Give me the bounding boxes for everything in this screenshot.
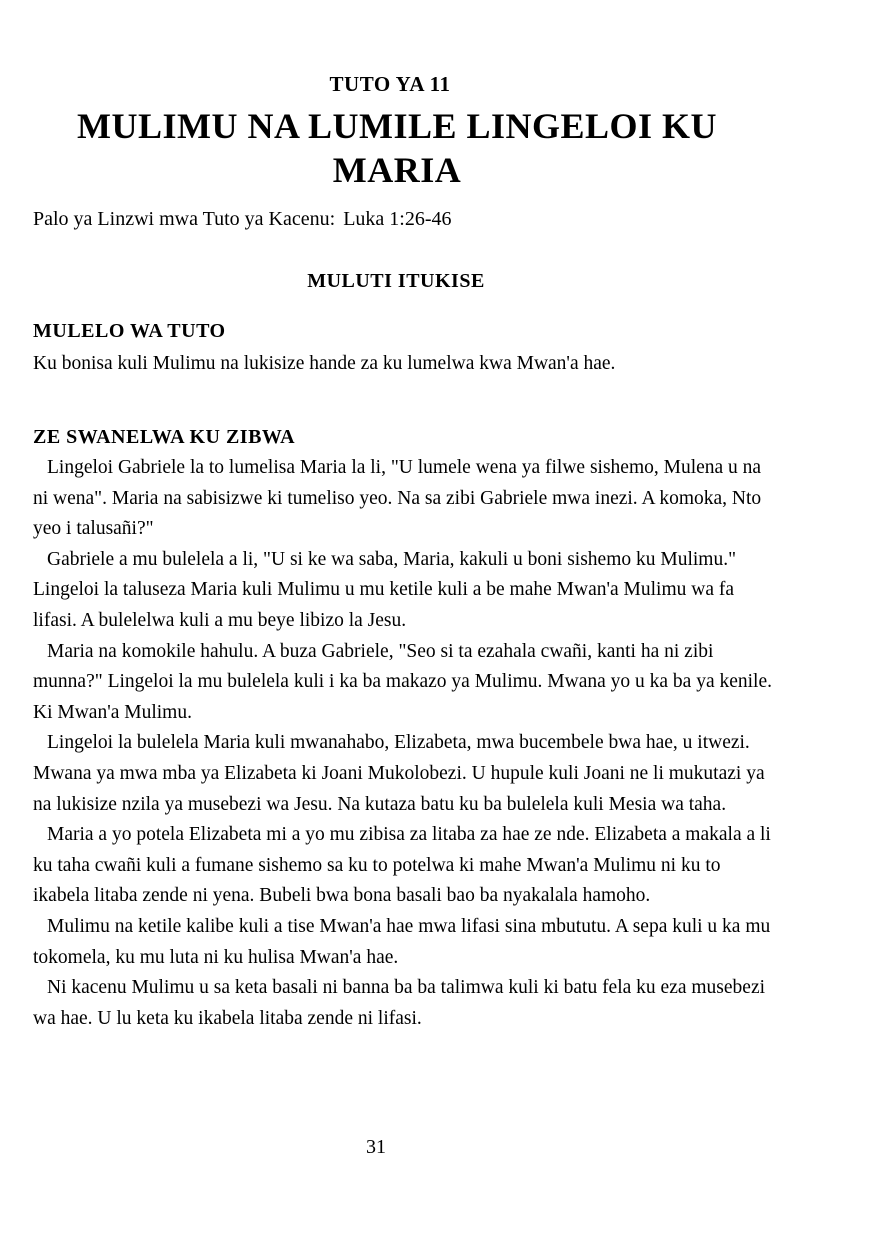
story-paragraph: Maria a yo potela Elizabeta mi a yo mu zibisa za litaba za hae ze nde. Elizabeta a makala a li ku taha cwañi kuli a fumane sishemo sa ku to potelwa ki mahe Mwan'a Mulimu ni ku to ikabela litaba zende ni yena. Bubeli bwa bona basali bao ba nyakalala hamoho.: [33, 824, 771, 907]
aim-heading: MULELO WA TUTO: [33, 320, 226, 342]
scripture-reading-label: Palo ya Linzwi mwa Tuto ya Kacenu:: [33, 208, 336, 230]
story-heading: ZE SWANELWA KU ZIBWA: [33, 426, 296, 448]
aim-text: Ku bonisa kuli Mulimu na lukisize hande za ku lumelwa kwa Mwan'a hae.: [33, 353, 616, 374]
story-paragraph: Mulimu na ketile kalibe kuli a tise Mwan'a hae mwa lifasi sina mbututu. A sepa kuli u ka mu tokomela, ku mu luta ni ku hulisa Mwan'a hae.: [33, 915, 771, 968]
story-paragraph: Lingeloi Gabriele la to lumelisa Maria la li, "U lumele wena ya filwe sishemo, Mulena u na ni wena". Maria na sabisizwe ki tumeliso yeo. Na sa zibi Gabriele mwa inezi. A komoka, Nto yeo i talusañi?": [33, 457, 762, 540]
story-paragraph: Gabriele a mu bulelela a li, "U si ke wa saba, Maria, kakuli u boni sishemo ku Mulimu." Lingeloi la taluseza Maria kuli Mulimu u mu ketile kuli a be mahe Mwan'a Mulimu wa fa lifasi. A bulelelwa kuli a mu beye libizo la Jesu.: [33, 548, 737, 631]
story-paragraph: Ni kacenu Mulimu u sa keta basali ni banna ba ba talimwa kuli ki batu fela ku eza musebezi wa hae. U lu keta ku ikabela litaba zende ni lifasi.: [33, 977, 766, 1029]
story-paragraph: Maria na komokile hahulu. A buza Gabriele, "Seo si ta ezahala cwañi, kanti ha ni zibi munna?" Lingeloi la mu bulelela kuli i ka ba makazo ya Mulimu. Mwana yo u ka ba ya kenile. Ki Mwan'a Mulimu.: [33, 640, 773, 723]
story-paragraph: Lingeloi la bulelela Maria kuli mwanahabo, Elizabeta, mwa bucembele bwa hae, u itwezi. Mwana ya mwa mba ya Elizabeta ki Joani Mukolobezi. U hupule kuli Joani ne li mukutazi ya na lukisize nzila ya musebezi wa Jesu. Na kutaza batu ku ba bulelela kuli Mesia wa taha.: [33, 732, 765, 815]
lesson-title: MULIMU NA LUMILE LINGELOI KU MARIA: [76, 106, 718, 190]
story-body: [33, 453, 773, 1034]
scripture-reading: [33, 208, 452, 231]
scripture-reference: Luka 1:26-46: [343, 208, 452, 230]
page-number: 31: [366, 1136, 386, 1158]
lesson-number: TUTO YA 11: [329, 72, 451, 96]
section-heading: MULUTI ITUKISE: [307, 270, 485, 292]
